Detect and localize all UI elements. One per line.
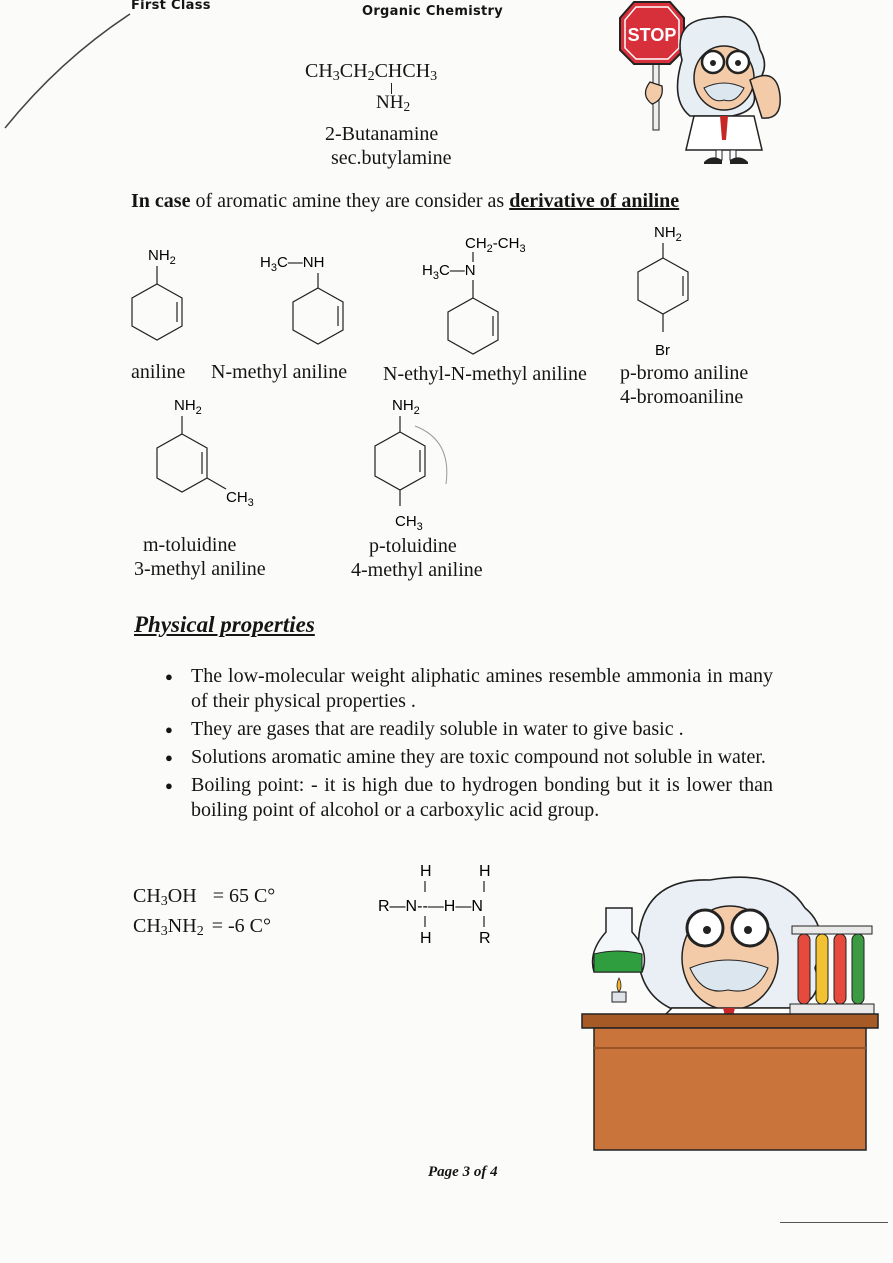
svg-text:H3C—NH: $H_3C—NH$ [260,254,325,274]
svg-text:Br: Br [655,342,670,359]
aromatic-structures-row2 [140,390,480,530]
hydrogen-bond-diagram [372,858,512,948]
m-toluidine-alt-name: 3-methyl aniline [134,558,266,580]
property-item: ● They are gases that are readily soluble in water to give basic . [163,717,773,742]
p-toluidine-alt-name: 4-methyl aniline [351,559,483,581]
page-footer: Page 3 of 4 [428,1164,498,1180]
svg-text:NH2: $NH_2$ [654,224,682,244]
m-toluidine-structure [157,397,254,509]
boiling-points [133,884,275,944]
property-item: ● Solutions aromatic amine they are toxic compound not soluble in water. [163,745,773,770]
aniline-name: aniline [131,361,186,383]
header-subject: Organic Chemistry [362,4,504,19]
top-compound-name-2: sec.butylamine [331,147,452,169]
svg-text:CH3: $CH_3$ [395,513,423,530]
hbond-middle: R—N--—H—N [378,898,483,915]
svg-text:NH2: $NH_2$ [392,397,420,417]
hbond-left-bottom: H [420,930,432,947]
n-ethyl-n-methyl-aniline-structure [422,235,526,354]
scan-edge-line [0,0,140,140]
p-bromo-aniline-structure [638,224,688,359]
p-bromo-aniline-alt-name: 4-bromoaniline [620,386,744,408]
p-toluidine-name: p-toluidine [369,535,457,557]
bp-row-methylamine: $CH_3NH_2 = -6$ C° [133,915,271,939]
professor-stop-illustration [612,0,782,172]
svg-text:CH3: $CH_3$ [226,489,254,509]
svg-text:CH2-CH3: $CH_2-CH_3$ [465,235,526,255]
bp-methanol-value: = 65 C° [212,885,276,907]
bp-row-methanol: $CH_3OH = 65$ C° [133,885,276,909]
n-methyl-aniline-name: N-methyl aniline [211,361,348,383]
property-item: ● Boiling point: - it is high due to hydrogen bonding but it is lower than boiling point of alcohol or a carboxylic acid group. [163,773,773,823]
aniline-structure [132,247,182,340]
intro-middle: of aromatic amine they are consider as [190,190,510,212]
m-toluidine-name: m-toluidine [143,534,237,556]
svg-text:NH2: $NH_2$ [174,397,202,417]
n-methyl-aniline-structure [260,254,343,344]
scan-edge-bottom [780,1222,888,1223]
n-ethyl-n-methyl-aniline-name: N-ethyl-N-methyl aniline [383,363,587,385]
hbond-left-top: H [420,863,432,880]
intro-emphasis: derivative of aniline [509,190,680,212]
professor-desk-illustration [580,868,880,1153]
stop-sign-text: STOP [627,25,677,45]
top-compound-formula: $CH_3CH_2CHCH_3$ [305,60,438,84]
hbond-right-bottom: R [479,930,491,947]
intro-sentence [131,190,679,213]
section-title: Physical properties [134,612,315,637]
header-class: First Class [131,0,211,13]
intro-prefix: In case [131,190,191,212]
top-compound-name-1: 2-Butanamine [325,123,439,145]
hbond-right-top: H [479,863,491,880]
svg-text:NH2: $NH_2$ [148,247,176,267]
p-toluidine-structure [375,397,447,530]
p-bromo-aniline-name: p-bromo aniline [620,362,749,384]
properties-list [163,664,773,826]
bp-methylamine-value: = -6 C° [211,915,271,937]
top-compound-substituent: $NH_2$ [376,92,411,114]
property-item: ● The low-molecular weight aliphatic amines resemble ammonia in many of their physical properties . [163,664,773,714]
svg-text:H3C—N: $H_3C—N$ [422,262,476,282]
aromatic-structures-row1 [120,222,770,372]
